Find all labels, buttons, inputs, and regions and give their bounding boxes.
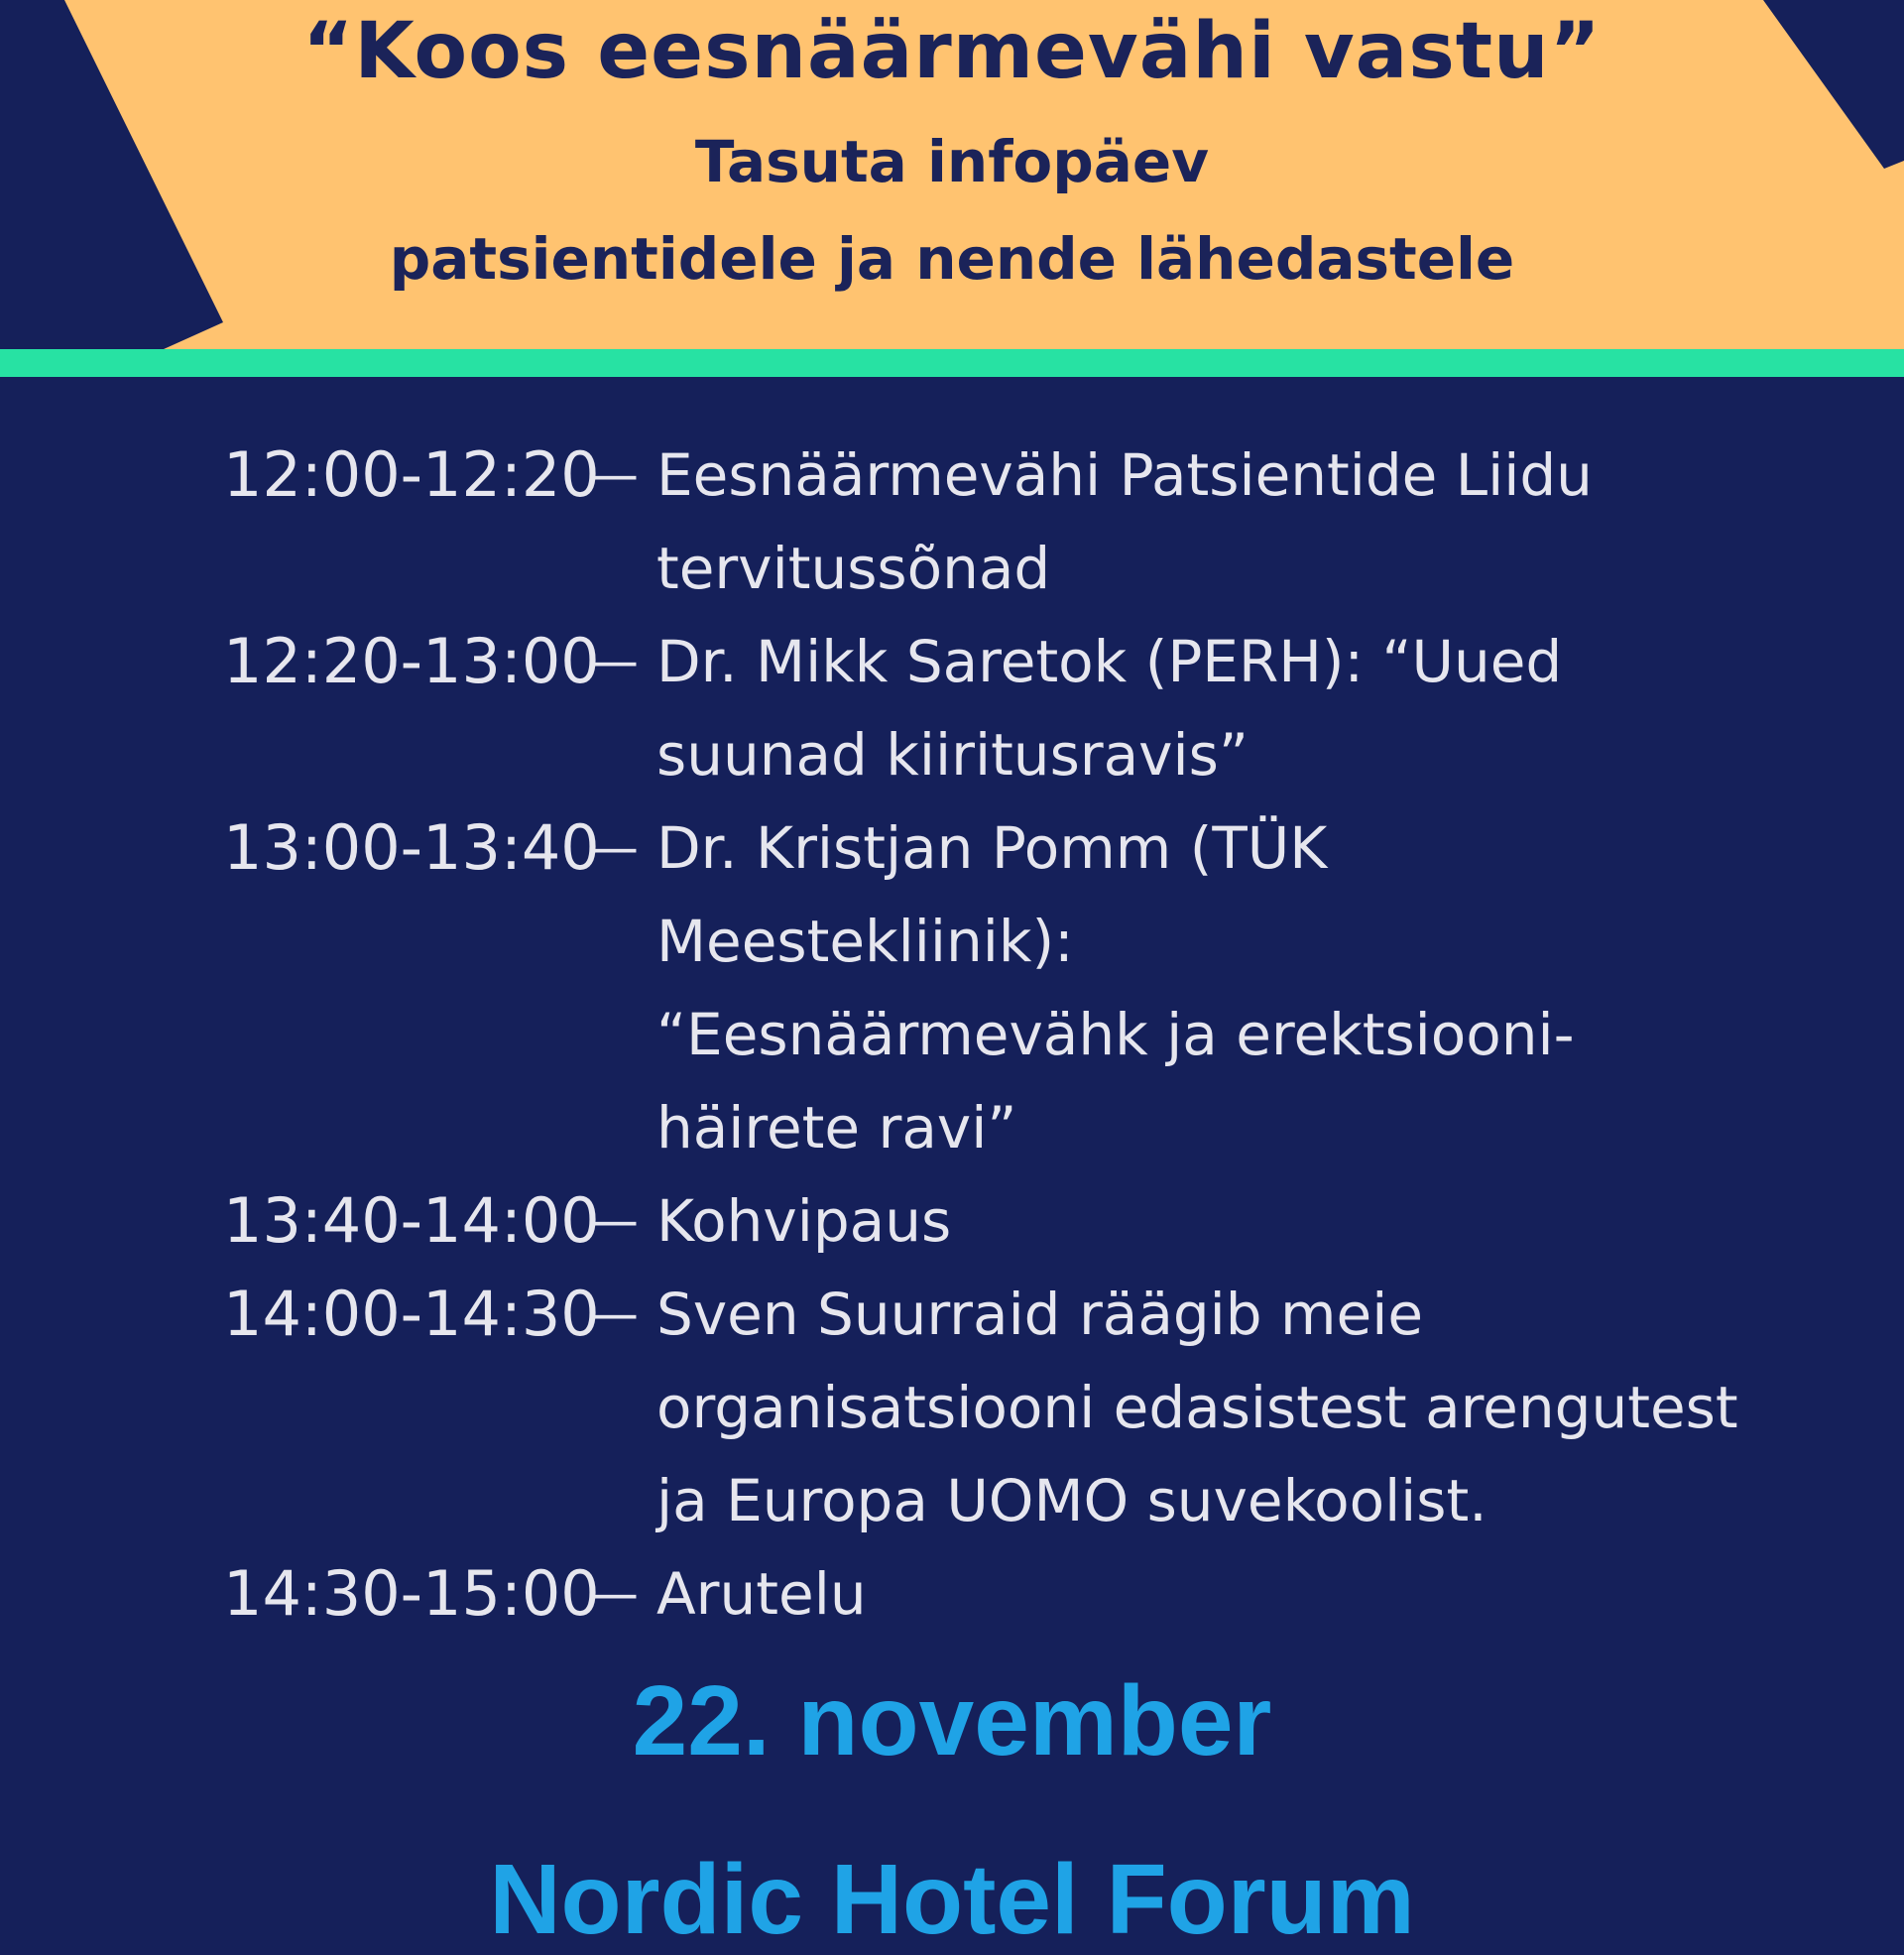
agenda-time: 12:00-12:20 [223,438,600,511]
agenda-separator: — [587,1284,639,1344]
event-subtitle-line-2: patsientidele ja nende lähedastele [389,225,1515,293]
agenda-item [0,1174,1904,1268]
agenda-description-line: Eesnäärmevähi Patsientide Liidu [656,441,1593,509]
agenda-separator: — [587,1564,639,1624]
agenda-description-line: Dr. Mikk Saretok (PERH): “Uued [656,628,1563,695]
agenda-description [656,1268,1787,1547]
agenda-description [656,801,1787,1174]
agenda-description-line: “Eesnäärmevähk ja erektsiooni- [656,1001,1575,1068]
header-banner [0,0,1904,377]
agenda-description [656,428,1787,615]
agenda-time: 12:20-13:00 [223,625,600,697]
agenda-item [0,801,1904,1174]
agenda-description-line: Meestekliinik): [656,908,1074,975]
event-subtitle-line-1: Tasuta infopäev [694,128,1210,195]
agenda-description-line: Arutelu [656,1560,867,1628]
agenda-description-line: tervitussõnad [656,535,1051,602]
agenda-time: 13:40-14:00 [223,1184,600,1257]
banner-stripe [0,349,1904,377]
agenda-time: 13:00-13:40 [223,811,600,884]
agenda-description-line: organisatsiooni edasistest arengutest [656,1374,1738,1441]
agenda-separator: — [587,632,639,691]
agenda-separator: — [587,445,639,505]
agenda-item [0,1547,1904,1641]
agenda-description-line: häirete ravi” [656,1094,1017,1161]
agenda-time: 14:00-14:30 [223,1278,600,1350]
agenda-description-line: ja Europa UOMO suvekoolist. [656,1467,1488,1534]
agenda-description-line: suunad kiiritusravis” [656,721,1249,789]
event-venue: Nordic Hotel Forum [489,1844,1415,1955]
event-title: “Koos eesnäärmevähi vastu” [302,7,1602,96]
agenda-description-line: Dr. Kristjan Pomm (TÜK [656,814,1328,882]
agenda-description [656,1174,1787,1268]
event-date: 22. november [632,1665,1272,1776]
agenda-item [0,428,1904,615]
agenda-item [0,615,1904,801]
agenda-description-line: Kohvipaus [656,1187,952,1255]
agenda-separator: — [587,1191,639,1251]
agenda-description-line: Sven Suurraid räägib meie [656,1281,1424,1348]
agenda-separator: — [587,818,639,878]
agenda-item [0,1268,1904,1547]
agenda-list [0,428,1904,1641]
agenda-description [656,1547,1787,1641]
agenda-description [656,615,1787,801]
agenda-time: 14:30-15:00 [223,1557,600,1630]
